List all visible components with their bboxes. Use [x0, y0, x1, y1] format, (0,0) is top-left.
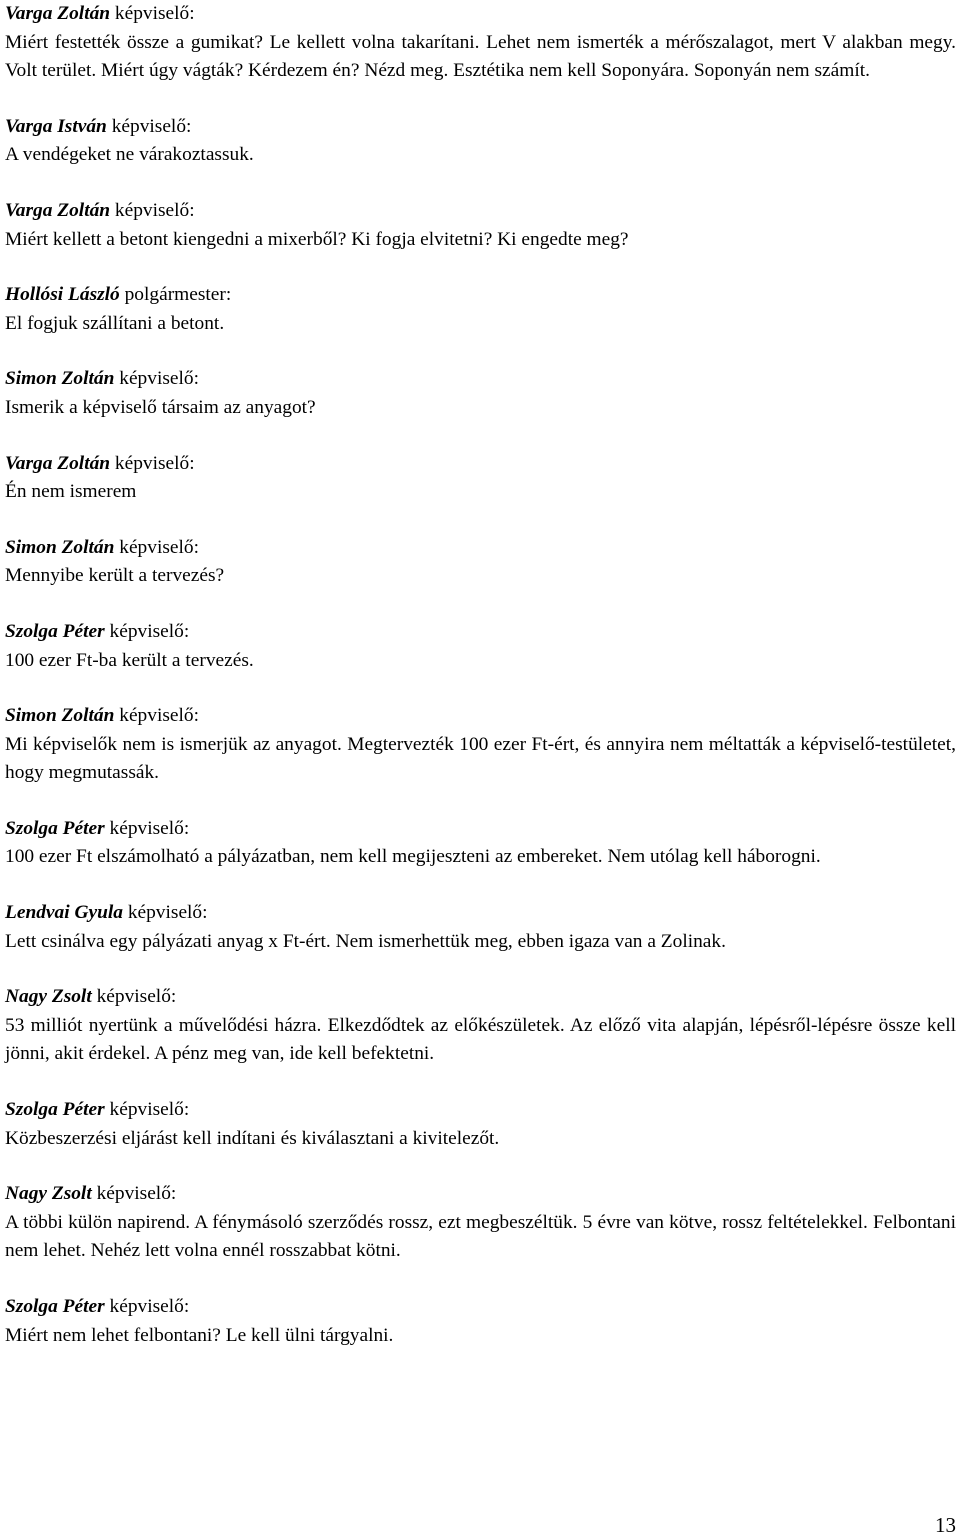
speech-block — [5, 281, 956, 338]
speaker-line — [5, 983, 956, 1012]
speech-block — [5, 618, 956, 675]
speech-block — [5, 1096, 956, 1153]
minutes-transcript — [5, 0, 956, 1350]
speech-text: Lett csinálva egy pályázati anyag x Ft-ért. Nem ismerhettük meg, ebben igaza van a Zolinak. — [5, 930, 726, 952]
speaker-line — [5, 113, 956, 142]
speaker-line — [5, 1293, 956, 1322]
speaker-line — [5, 0, 956, 29]
speech-text: A többi külön napirend. A fénymásoló szerződés rossz, ezt megbeszéltük. 5 évre van kötve, rossz feltételekkel. Felbontani nem lehet. Nehéz lett volna ennél rosszabbat kötni. — [5, 1211, 956, 1262]
speech-block — [5, 113, 956, 170]
speech-block — [5, 983, 956, 1069]
speaker-name: Nagy Zsolt — [5, 1183, 92, 1205]
speaker-role: képviselő: — [96, 986, 177, 1008]
speaker-name: Nagy Zsolt — [5, 986, 92, 1008]
speaker-name: Lendvai Gyula — [5, 902, 123, 924]
speaker-name: Varga Zoltán — [5, 3, 111, 24]
speaker-role: polgármester: — [124, 284, 232, 306]
speaker-role: képviselő: — [109, 817, 190, 839]
speaker-name: Varga Zoltán — [5, 452, 111, 474]
speaker-name: Simon Zoltán — [5, 536, 115, 558]
speaker-role: képviselő: — [114, 452, 195, 474]
speech-text: El fogjuk szállítani a betont. — [5, 312, 225, 334]
speaker-role: képviselő: — [114, 199, 195, 221]
speech-block — [5, 450, 956, 507]
speech-block — [5, 0, 956, 86]
speech-text: 100 ezer Ft-ba került a tervezés. — [5, 649, 254, 671]
speech-block — [5, 365, 956, 422]
speaker-line — [5, 702, 956, 731]
speaker-line — [5, 1096, 956, 1125]
speech-text: A vendégeket ne várakoztassuk. — [5, 144, 254, 166]
speaker-name: Szolga Péter — [5, 1296, 105, 1317]
speaker-line — [5, 197, 956, 226]
speaker-line — [5, 618, 956, 647]
speech-block — [5, 1293, 956, 1350]
speaker-role: képviselő: — [127, 902, 208, 924]
speech-text: Miért nem lehet felbontani? Le kell ülni tárgyalni. — [5, 1324, 394, 1346]
speaker-role: képviselő: — [119, 536, 199, 558]
speaker-role: képviselő: — [111, 115, 192, 137]
speaker-role: képviselő: — [119, 705, 199, 727]
speech-text: Közbeszerzési eljárást kell indítani és kiválasztani a kivitelezőt. — [5, 1127, 500, 1149]
speaker-name: Varga Zoltán — [5, 199, 111, 221]
speaker-role: képviselő: — [109, 620, 190, 642]
speaker-line — [5, 365, 956, 394]
speech-block — [5, 899, 956, 956]
speaker-role: képviselő: — [114, 3, 195, 24]
speaker-name: Szolga Péter — [5, 620, 105, 642]
speech-text: 100 ezer Ft elszámolható a pályázatban, nem kell megijeszteni az embereket. Nem utólag kell háborogni. — [5, 846, 821, 868]
speaker-role: képviselő: — [96, 1183, 177, 1205]
speaker-name: Simon Zoltán — [5, 705, 115, 727]
speaker-line — [5, 899, 956, 928]
speech-text: Mennyibe került a tervezés? — [5, 565, 225, 587]
speaker-role: képviselő: — [109, 1296, 190, 1317]
speech-block — [5, 534, 956, 591]
speech-text: Miért festették össze a gumikat? Le kellett volna takarítani. Lehet nem ismerték a mérőszalagot, mert V alakban megy. Volt terület. Miért úgy vágták? Kérdezem én? Nézd meg. Esztétika nem kell Soponyára. Soponyán nem számít. — [5, 31, 956, 82]
speech-text: Én nem ismerem — [5, 481, 137, 503]
speaker-role: képviselő: — [109, 1099, 190, 1121]
speaker-name: Varga István — [5, 115, 107, 137]
speech-text: Ismerik a képviselő társaim az anyagot? — [5, 396, 316, 418]
page-number: 13 — [935, 1513, 956, 1537]
speech-block — [5, 197, 956, 254]
speech-block — [5, 815, 956, 872]
speaker-line — [5, 450, 956, 479]
speaker-name: Hollósi László — [5, 284, 120, 306]
speaker-line — [5, 1180, 956, 1209]
speaker-line — [5, 534, 956, 563]
speaker-name: Simon Zoltán — [5, 368, 115, 390]
speech-text: 53 milliót nyertünk a művelődési házra. Elkezdődtek az előkészületek. Az előző vita alapján, lépésről-lépésre össze kell jönni, akit érdekel. A pénz meg van, ide kell befektetni. — [5, 1014, 956, 1065]
speech-text: Miért kellett a betont kiengedni a mixerből? Ki fogja elvitetni? Ki engedte meg? — [5, 228, 629, 250]
speaker-role: képviselő: — [119, 368, 199, 390]
speaker-name: Szolga Péter — [5, 1099, 105, 1121]
speaker-name: Szolga Péter — [5, 817, 105, 839]
speaker-line — [5, 815, 956, 844]
speech-text: Mi képviselők nem is ismerjük az anyagot. Megtervezték 100 ezer Ft-ért, és annyira nem méltatták a képviselő-testületet, hogy megmutassák. — [5, 733, 956, 784]
speech-block — [5, 1180, 956, 1266]
speaker-line — [5, 281, 956, 310]
speech-block — [5, 702, 956, 788]
